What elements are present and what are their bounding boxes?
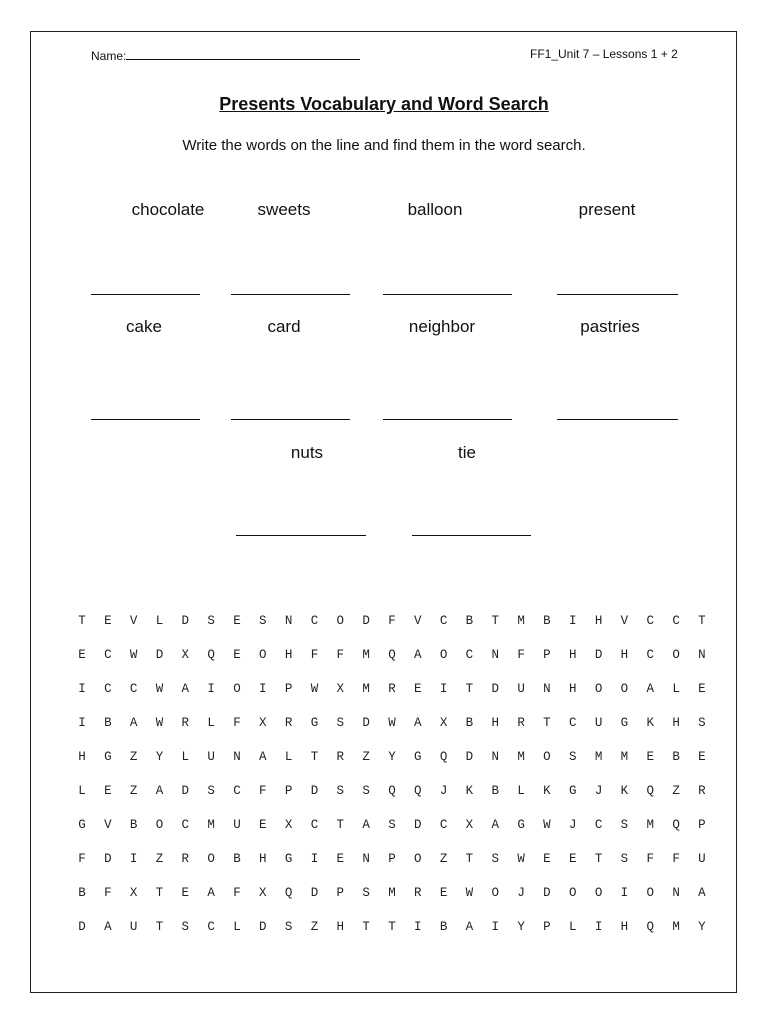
word-search-letter[interactable]: Y [698,920,706,934]
word-search-letter[interactable]: M [362,648,370,662]
answer-line-3[interactable] [383,294,512,295]
word-search-letter[interactable]: K [465,784,474,798]
word-search-letter[interactable]: W [310,682,319,696]
word-search-letter[interactable]: U [129,920,138,934]
word-search-letter[interactable]: G [414,750,422,764]
word-search-letter[interactable]: K [646,716,654,730]
word-search-letter[interactable]: H [78,750,86,764]
word-search-letter[interactable]: C [207,920,215,934]
word-search-row [0,750,768,770]
word-search-letter[interactable]: C [646,648,654,662]
word-search-letter[interactable]: S [362,784,370,798]
word-search-letter[interactable]: F [310,648,319,662]
word-present: present [578,200,636,219]
word-search-letter[interactable]: I [78,682,86,696]
word-search-letter[interactable]: Q [284,886,293,900]
word-search-letter[interactable]: S [362,886,370,900]
word-search-letter[interactable]: D [362,614,370,628]
word-search-letter[interactable]: O [543,750,551,764]
word-search-letter[interactable]: I [78,716,86,730]
word-search-letter[interactable]: A [207,886,215,900]
word-search-letter[interactable]: F [233,716,241,730]
word-search-letter[interactable]: W [465,886,474,900]
word-search-letter[interactable]: Y [388,750,396,764]
word-search-letter[interactable]: E [569,852,577,866]
word-search-letter[interactable]: S [336,716,345,730]
word-search-letter[interactable]: I [414,920,422,934]
word-search-letter[interactable]: L [569,920,577,934]
word-search-letter[interactable]: Z [439,852,448,866]
word-search-letter[interactable]: Q [672,818,680,832]
word-search-letter[interactable]: C [104,682,112,696]
answer-line-6[interactable] [231,419,350,420]
word-search-letter[interactable]: R [388,682,396,696]
word-search-letter[interactable]: V [620,614,629,628]
word-search-letter[interactable]: T [78,614,86,628]
word-search-letter[interactable]: C [439,614,448,628]
word-search-letter[interactable]: D [414,818,422,832]
word-search-letter[interactable]: Q [388,784,396,798]
word-search-letter[interactable]: T [594,852,603,866]
word-search-letter[interactable]: R [284,716,293,730]
answer-line-10[interactable] [412,535,531,536]
word-search-letter[interactable]: N [698,648,706,662]
word-search-letter[interactable]: B [491,784,500,798]
word-search-letter[interactable]: Q [414,784,422,798]
word-search-letter[interactable]: S [259,614,267,628]
word-balloon: balloon [407,200,463,219]
word-search-letter[interactable]: A [129,716,138,730]
word-search-letter[interactable]: D [78,920,86,934]
word-search-letter[interactable]: P [284,784,293,798]
word-search-letter[interactable]: E [439,886,448,900]
answer-line-5[interactable] [91,419,200,420]
word-search-letter[interactable]: S [284,920,293,934]
word-search-letter[interactable]: Q [646,784,654,798]
word-chocolate: chocolate [131,200,205,219]
word-search-letter[interactable]: P [543,920,551,934]
word-search-letter[interactable]: H [672,716,680,730]
word-search-letter[interactable]: T [388,920,396,934]
word-search-letter[interactable]: G [104,750,112,764]
word-search-letter[interactable]: I [491,920,500,934]
answer-line-9[interactable] [236,535,366,536]
word-search-letter[interactable]: F [233,886,241,900]
word-search-letter[interactable]: Z [129,750,138,764]
word-search-letter[interactable]: A [104,920,112,934]
word-search-letter[interactable]: Y [155,750,164,764]
word-search-letter[interactable]: T [155,920,164,934]
word-search-letter[interactable]: E [698,682,706,696]
word-search-letter[interactable]: G [620,716,629,730]
word-search-letter[interactable]: S [388,818,396,832]
word-search-letter[interactable]: N [672,886,680,900]
word-cake: cake [126,317,162,336]
word-search-letter[interactable]: F [646,852,654,866]
word-search-letter[interactable]: S [569,750,577,764]
word-search-letter[interactable]: Q [646,920,654,934]
word-search-letter[interactable]: M [362,682,370,696]
word-search-letter[interactable]: M [594,750,603,764]
answer-line-1[interactable] [91,294,200,295]
word-search-row [0,716,768,736]
word-search-letter[interactable]: C [310,614,319,628]
word-pastries: pastries [580,317,640,336]
word-search-letter[interactable]: U [233,818,241,832]
word-search-letter[interactable]: W [543,818,551,832]
answer-line-4[interactable] [557,294,678,295]
word-search-letter[interactable]: Q [388,648,396,662]
word-search-letter[interactable]: M [517,750,525,764]
name-line-blank[interactable] [126,47,360,60]
word-search-letter[interactable]: O [336,614,345,628]
word-search-letter[interactable]: N [491,648,500,662]
word-search-letter[interactable]: W [517,852,525,866]
word-search-letter[interactable]: L [155,614,164,628]
word-search-letter[interactable]: C [672,614,680,628]
word-search-letter[interactable]: Q [207,648,215,662]
word-search-letter[interactable]: F [336,648,345,662]
word-search-letter[interactable]: W [129,648,138,662]
word-search-letter[interactable]: G [517,818,525,832]
word-search-letter[interactable]: U [517,682,525,696]
word-search-letter[interactable]: E [646,750,654,764]
word-search-letter[interactable]: V [104,818,112,832]
word-search-letter[interactable]: W [388,716,396,730]
word-search-row [0,614,768,634]
word-search-letter[interactable]: B [672,750,680,764]
word-search-letter[interactable]: Q [439,750,448,764]
word-search-letter[interactable]: L [78,784,86,798]
word-search-letter[interactable]: L [284,750,293,764]
word-search-letter[interactable]: S [207,784,215,798]
word-search-letter[interactable]: O [155,818,164,832]
word-search-letter[interactable]: D [594,648,603,662]
word-search-letter[interactable]: L [517,784,525,798]
word-search-letter[interactable]: E [336,852,345,866]
word-search-letter[interactable]: Z [310,920,319,934]
word-search-letter[interactable]: T [698,614,706,628]
word-search-letter[interactable]: O [672,648,680,662]
word-search-letter[interactable]: O [620,682,629,696]
word-search-letter[interactable]: B [233,852,241,866]
word-search-letter[interactable]: H [491,716,500,730]
word-search-letter[interactable]: N [543,682,551,696]
word-search-letter[interactable]: I [569,614,577,628]
word-search-letter[interactable]: X [181,648,190,662]
word-search-letter[interactable]: S [207,614,215,628]
word-search-letter[interactable]: A [491,818,500,832]
word-search-letter[interactable]: D [155,648,164,662]
word-search-letter[interactable]: S [698,716,706,730]
word-search-letter[interactable]: J [517,886,525,900]
word-search-letter[interactable]: B [129,818,138,832]
word-search-letter[interactable]: Z [672,784,680,798]
word-search-letter[interactable]: N [491,750,500,764]
word-search-letter[interactable]: O [414,852,422,866]
word-search-letter[interactable]: D [362,716,370,730]
instructions: Write the words on the line and find them in the word search. [182,137,586,154]
word-search-letter[interactable]: F [78,852,86,866]
word-search-letter[interactable]: X [129,886,138,900]
word-nuts: nuts [290,443,324,462]
word-search-letter[interactable]: O [207,852,215,866]
word-search-letter[interactable]: C [646,614,654,628]
word-search-letter[interactable]: R [181,852,190,866]
word-search-letter[interactable]: C [465,648,474,662]
word-search-letter[interactable]: G [310,716,319,730]
word-search-letter[interactable]: H [620,920,629,934]
word-search-letter[interactable]: E [104,614,112,628]
word-search-letter[interactable]: S [181,920,190,934]
word-search-letter[interactable]: N [233,750,241,764]
word-search-letter[interactable]: P [698,818,706,832]
word-search-letter[interactable]: M [517,614,525,628]
word-search-letter[interactable]: B [104,716,112,730]
word-search-letter[interactable]: T [543,716,551,730]
word-search-letter[interactable]: N [284,614,293,628]
word-neighbor: neighbor [408,317,476,336]
word-search-letter[interactable]: H [569,682,577,696]
word-search-row [0,920,768,940]
word-search-letter[interactable]: U [207,750,215,764]
word-search-letter[interactable]: B [465,614,474,628]
word-search-letter[interactable]: I [259,682,267,696]
word-search-letter[interactable]: M [672,920,680,934]
word-search-letter[interactable]: E [233,648,241,662]
word-search-letter[interactable]: Z [129,784,138,798]
word-search-letter[interactable]: E [104,784,112,798]
word-search-letter[interactable]: V [129,614,138,628]
word-search-letter[interactable]: D [465,750,474,764]
word-search-letter[interactable]: A [181,682,190,696]
word-search-letter[interactable]: H [569,648,577,662]
word-search-letter[interactable]: K [543,784,551,798]
word-search-letter[interactable]: X [259,886,267,900]
word-search-letter[interactable]: G [569,784,577,798]
word-search-letter[interactable]: A [155,784,164,798]
answer-line-8[interactable] [557,419,678,420]
word-search-letter[interactable]: X [336,682,345,696]
word-search-letter[interactable]: T [362,920,370,934]
word-search-letter[interactable]: N [362,852,370,866]
word-search-letter[interactable]: L [672,682,680,696]
word-search-letter[interactable]: X [439,716,448,730]
word-search-letter[interactable]: O [646,886,654,900]
word-search-letter[interactable]: X [259,716,267,730]
word-search-letter[interactable]: C [129,682,138,696]
word-search-letter[interactable]: S [620,818,629,832]
unit-label: FF1_Unit 7 – Lessons 1 + 2 [530,47,678,61]
word-search-letter[interactable]: T [465,682,474,696]
word-search-letter[interactable]: H [259,852,267,866]
word-search-letter[interactable]: B [465,716,474,730]
word-search-letter[interactable]: Z [362,750,370,764]
word-search-letter[interactable]: D [310,886,319,900]
name-field[interactable] [91,47,360,63]
word-search-letter[interactable]: B [78,886,86,900]
word-search-letter[interactable]: Z [155,852,164,866]
word-search-row [0,784,768,804]
word-search-letter[interactable]: R [517,716,525,730]
word-search-letter[interactable]: A [465,920,474,934]
word-search-letter[interactable]: A [414,716,422,730]
word-search-letter[interactable]: I [594,920,603,934]
word-search-letter[interactable]: J [569,818,577,832]
word-search-letter[interactable]: C [569,716,577,730]
word-search-row [0,886,768,906]
word-search-letter[interactable]: R [181,716,190,730]
word-search-letter[interactable]: E [543,852,551,866]
word-search-letter[interactable]: I [129,852,138,866]
word-search-letter[interactable]: J [594,784,603,798]
word-search-letter[interactable]: P [284,682,293,696]
word-search-letter[interactable]: O [233,682,241,696]
word-search-letter[interactable]: D [259,920,267,934]
word-search-letter[interactable]: M [388,886,396,900]
word-search-letter[interactable]: Y [517,920,525,934]
word-search-letter[interactable]: A [646,682,654,696]
word-search-letter[interactable]: H [594,614,603,628]
word-search-letter[interactable]: I [620,886,629,900]
word-search-letter[interactable]: U [698,852,706,866]
word-search-letter[interactable]: I [310,852,319,866]
word-search-letter[interactable]: F [104,886,112,900]
word-search-letter[interactable]: O [259,648,267,662]
word-search-letter[interactable]: T [491,614,500,628]
word-search-letter[interactable]: E [259,818,267,832]
word-search-letter[interactable]: E [698,750,706,764]
word-search-letter[interactable]: F [517,648,525,662]
word-search-letter[interactable]: U [594,716,603,730]
word-search-letter[interactable]: D [181,784,190,798]
word-search-letter[interactable]: G [284,852,293,866]
word-search-letter[interactable]: P [388,852,396,866]
word-search-letter[interactable]: P [336,886,345,900]
word-search-letter[interactable]: B [439,920,448,934]
word-search-letter[interactable]: P [543,648,551,662]
word-search-letter[interactable]: A [414,648,422,662]
page-title: Presents Vocabulary and Word Search [219,94,549,114]
word-search-letter[interactable]: C [594,818,603,832]
word-search-letter[interactable]: I [207,682,215,696]
word-search-letter[interactable]: R [414,886,422,900]
word-card: card [267,317,301,336]
word-search-letter[interactable]: C [310,818,319,832]
answer-line-7[interactable] [383,419,512,420]
word-search-letter[interactable]: C [233,784,241,798]
word-tie: tie [458,443,476,462]
word-search-letter[interactable]: E [181,886,190,900]
word-search-letter[interactable]: H [620,648,629,662]
word-search-letter[interactable]: E [78,648,86,662]
word-search-letter[interactable]: T [155,886,164,900]
word-search-letter[interactable]: F [672,852,680,866]
word-search-letter[interactable]: W [155,716,164,730]
word-search-letter[interactable]: J [439,784,448,798]
word-search-letter[interactable]: D [543,886,551,900]
word-search-letter[interactable]: V [414,614,422,628]
word-search-letter[interactable]: A [698,886,706,900]
word-search-letter[interactable]: O [594,682,603,696]
word-search-letter[interactable]: L [181,750,190,764]
word-search-row [0,648,768,668]
word-sweets: sweets [257,200,311,219]
word-search-letter[interactable]: T [310,750,319,764]
word-search-letter[interactable]: X [284,818,293,832]
word-search-letter[interactable]: M [620,750,629,764]
word-search-letter[interactable]: L [233,920,241,934]
word-search-letter[interactable]: D [181,614,190,628]
word-search-letter[interactable]: O [594,886,603,900]
word-search-letter[interactable]: O [569,886,577,900]
word-search-letter[interactable]: I [439,682,448,696]
name-label: Name: [91,49,127,63]
answer-line-2[interactable] [231,294,350,295]
word-search-letter[interactable]: S [620,852,629,866]
word-search-letter[interactable]: D [310,784,319,798]
word-search-letter[interactable]: A [259,750,267,764]
word-search-letter[interactable]: F [388,614,396,628]
word-search-letter[interactable]: C [181,818,190,832]
word-search-letter[interactable]: R [698,784,706,798]
word-search-row [0,682,768,702]
word-search-letter[interactable]: G [78,818,86,832]
word-search-letter[interactable]: H [336,920,345,934]
word-search-letter[interactable]: M [646,818,654,832]
word-search-row [0,818,768,838]
word-search-row [0,852,768,872]
word-search-letter[interactable]: M [207,818,215,832]
word-search-letter[interactable]: R [336,750,345,764]
word-search-letter[interactable]: X [465,818,474,832]
word-search-letter[interactable]: A [362,818,370,832]
word-search-letter[interactable]: O [439,648,448,662]
word-search-letter[interactable]: C [439,818,448,832]
word-search-letter[interactable]: E [414,682,422,696]
word-search-letter[interactable]: K [620,784,629,798]
word-search-letter[interactable]: S [336,784,345,798]
word-search-letter[interactable]: F [259,784,267,798]
word-search-letter[interactable]: T [465,852,474,866]
page-border [30,31,737,993]
word-search-letter[interactable]: L [207,716,215,730]
word-search-letter[interactable]: T [336,818,345,832]
word-search-letter[interactable]: E [233,614,241,628]
word-search-letter[interactable]: W [155,682,164,696]
word-search-letter[interactable]: B [543,614,551,628]
word-search-letter[interactable]: O [491,886,500,900]
word-search-letter[interactable]: C [104,648,112,662]
word-search-letter[interactable]: H [284,648,293,662]
word-search-letter[interactable]: D [104,852,112,866]
word-search-letter[interactable]: S [491,852,500,866]
word-search-letter[interactable]: D [491,682,500,696]
